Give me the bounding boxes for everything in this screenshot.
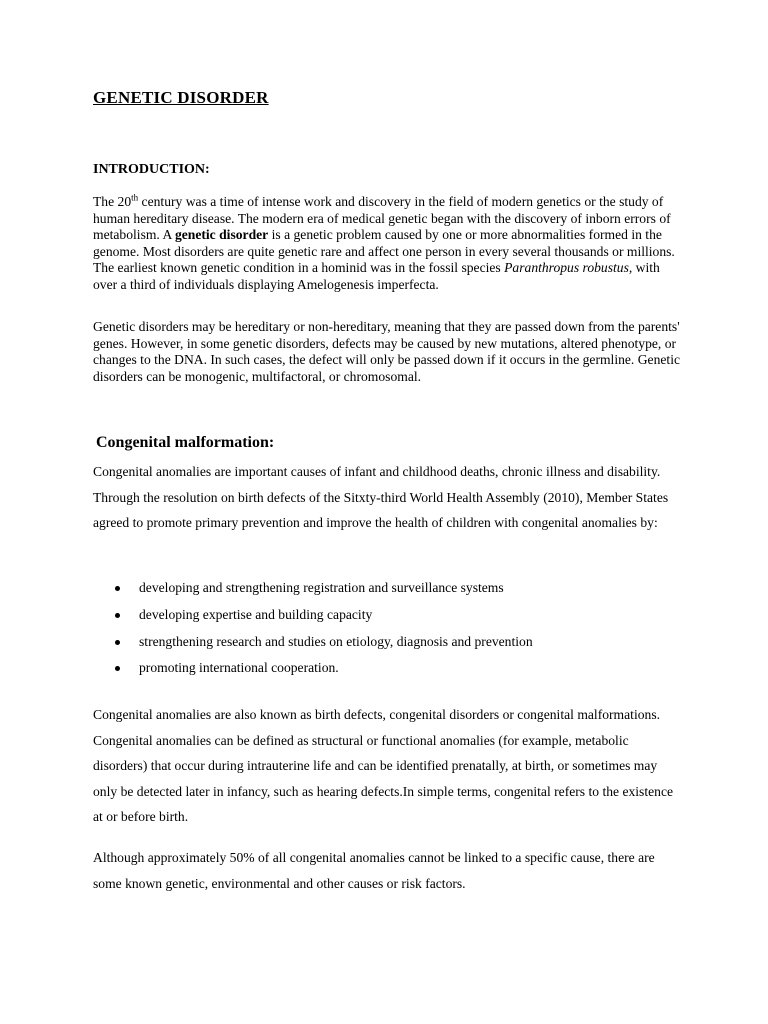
congenital-paragraph-3: Although approximately 50% of all congenital anomalies cannot be linked to a specific cause, there are some known genetic, environmental and other causes or risk factors.: [93, 850, 655, 891]
introduction-heading: INTRODUCTION:: [93, 162, 210, 177]
list-item: [93, 578, 533, 605]
section-heading-colon: :: [268, 434, 275, 451]
section-heading-text: Congenital malformation: [96, 434, 269, 451]
list-item-text: promoting international cooperation.: [139, 660, 339, 676]
species-name: Paranthropus robustus,: [504, 260, 633, 276]
bullet-icon: [115, 666, 120, 671]
congenital-paragraph-2: Congenital anomalies are also known as birth defects, congenital disorders or congenital malformations. Congenital anomalies can be defined as structural or functional anomalies (for example, metabolic disorders) that occur during intrauterine life and can be identified prenatally, at birth, or sometimes may only be detected later in infancy, such as hearing defects.In simple terms, congenital refers to the existence at or before birth.: [93, 707, 674, 824]
list-item-text: developing expertise and building capacity: [139, 606, 373, 622]
intro-paragraph-1: [93, 194, 683, 294]
list-item: [93, 658, 533, 685]
prevention-bullet-list: [93, 578, 533, 685]
congenital-paragraph-1: Congenital anomalies are important causes of infant and childhood deaths, chronic illness and disability. Through the resolution on birth defects of the Sitxty-third World Health Assembly (2010), Member States agreed to promote primary prevention and improve the health of children with congenital anomalies by:: [93, 464, 669, 530]
bullet-icon: [115, 613, 120, 618]
intro-p1-text-c: is a genetic problem caused by one or more abnormalities formed in the genome. Most disorders are quite genetic rare and affect one person in every several thousands or millions. The earliest known genetic condition in a hominid was in the fossil species: [93, 227, 675, 276]
bullet-icon: [115, 586, 120, 591]
document-title: GENETIC DISORDER: [93, 88, 269, 107]
genetic-disorder-term: genetic disorder: [174, 227, 269, 243]
intro-p1-text-d: with over a third of individuals displaying Amelogenesis imperfecta.: [93, 260, 660, 292]
list-item: [93, 632, 533, 659]
congenital-malformation-heading: [96, 434, 686, 452]
list-item: [93, 605, 533, 632]
intro-p1-text-b: century was a time of intense work and discovery in the field of modern genetics or the study of human hereditary disease. The modern era of medical genetic began with the discovery of inborn errors of metabolism. A: [93, 194, 671, 243]
intro-p1-text-a: The 20: [93, 194, 132, 209]
ordinal-superscript: th: [131, 192, 139, 203]
bullet-icon: [115, 640, 120, 645]
list-item-text: developing and strengthening registration and surveillance systems: [139, 580, 504, 595]
list-item-text: strengthening research and studies on etiology, diagnosis and prevention: [139, 633, 533, 649]
intro-paragraph-2: Genetic disorders may be hereditary or non-hereditary, meaning that they are passed down from the parents' genes. However, in some genetic disorders, defects may be caused by new mutations, altered phenotype, or changes to the DNA. In such cases, the defect will only be passed down if it occurs in the germline. Genetic disorders can be monogenic, multifactoral, or chromosomal.: [93, 319, 681, 384]
